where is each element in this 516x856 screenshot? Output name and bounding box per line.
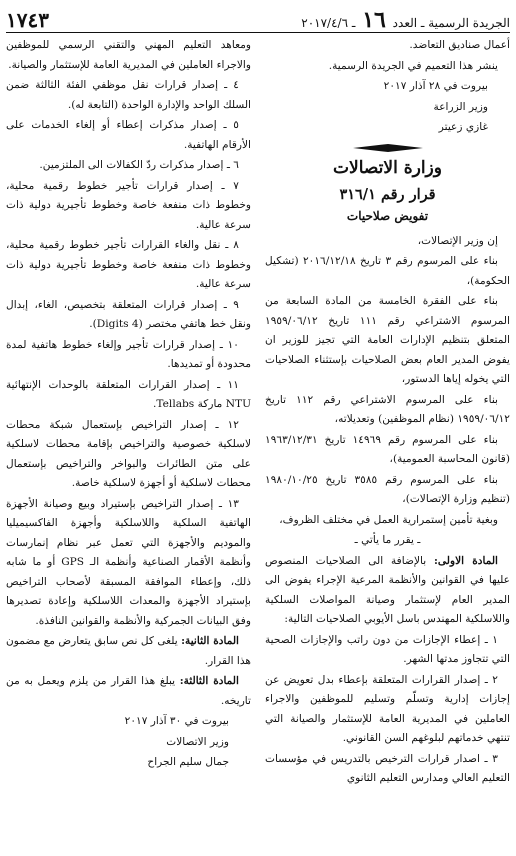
decides-line: ـ يقرر ما يأتي ـ	[354, 534, 421, 546]
signature-date: بيروت في ٣٠ آذار ٢٠١٧	[124, 715, 229, 727]
article-label: المادة الثالثة:	[179, 675, 239, 687]
signature-date: بيروت في ٢٨ آذار ٢٠١٧	[383, 80, 488, 92]
article-label: المادة الاولى:	[434, 554, 498, 567]
list-item: ١ ـ إعطاء الإجازات من دون راتب والإجازات الصحية التي تتجاوز مدتها الشهر.	[265, 633, 510, 665]
gazette-name: الجريدة الرسمية ـ العدد	[392, 16, 510, 30]
intro-line: ينشر هذا التعميم في الجريدة الرسمية.	[328, 59, 498, 72]
list-item: ٨ ـ نقل والغاء القرارات تأجير خطوط رقمية محلية، وخطوط ذات منفعة خاصة وخطوط تأجيرية دولية ذات سرعة عالية.	[6, 239, 251, 290]
signature-name: جمال سليم الجراح	[147, 756, 229, 768]
ministry-heading: وزارة الاتصالات	[333, 157, 442, 178]
list-item: ٢ ـ إصدار القرارات المتعلقة بإعطاء بدل تعويض عن إجازات إدارية وتسلّم وتسليم للموظفين والاجراء العاملين في المديرية العامة للإستثمار والصيانة التي تنتهي خدماتهم لبلوغهم السن القانوني.	[265, 673, 510, 744]
gazette-title	[301, 7, 510, 33]
list-item: ٩ ـ إصدار قرارات المتعلقة بتخصيص، الغاء، إبدال ونقل خط هاتفي مختصر (Digits 4).	[6, 298, 251, 330]
preamble-clause: بناء على المرسوم رقم ٣٥٨٥ تاريخ ١٩٨٠/١٠/٢٥ (تنظيم وزارة الإتصالات)،	[265, 473, 510, 505]
list-item: ٥ ـ إصدار مذكرات إعطاء أو إلغاء الخدمات على الأرقام الهاتفية.	[6, 119, 251, 151]
list-item: ٦ ـ إصدار مذكرات ردّ الكفالات الى الملتزمين.	[39, 159, 239, 171]
left-column	[6, 36, 251, 852]
decision-subtitle: تفويض صلاحيات	[346, 208, 429, 223]
preamble-clause: وبغية تأمين إستمرارية العمل في مختلف الظروف،	[279, 513, 498, 526]
list-item: ٤ ـ إصدار قرارات نقل موظفي الفئة الثالثة ضمن السلك الواحد والإدارة الواحدة (التابعة له).	[6, 79, 251, 111]
article-3	[6, 672, 251, 711]
list-item: ٧ ـ إصدار قرارات تأجير خطوط رقمية محلية، وخطوط ذات منفعة خاصة وخطوط تأجيرية دولية ذات سرعة عالية.	[6, 179, 251, 231]
signature-title: وزير الاتصالات	[166, 735, 229, 748]
list-item: ١٣ ـ إصدار التراخيص بإستيراد وبيع وصيانة الأجهزة الهاتفية السلكية واللاسلكية وأجهزة الفاكسيميليا والموديم والأجهزة التي تعمل عبر نظام إنمارسات وأنظمة الأقمار الصناعية وأنظمة الـ GPS أو ما شابه ذلك، وإعطاء الموافقة المسبقة لأصحاب التراخيص بإستيراد الأجهزة والمعدات اللاسلكية وإعادة تصديرها وفق البيانات الجمركية والأنظمة والقوانين النافذة.	[6, 497, 251, 627]
article-2	[6, 632, 251, 671]
page-number: ١٧٤٣	[6, 8, 49, 32]
signature-name: غازي زعيتر	[438, 121, 488, 133]
list-item: ١٢ ـ إصدار التراخيص بإستعمال شبكة محطات لاسلكية خصوصية والتراخيص بإقامة محطات لاسلكية على متن الطائرات والبواخر والتراخيص بإستعمال محطات لاسلكية أو أجهزة لاسلكية خاصة.	[6, 418, 251, 489]
issue-date: ـ ٢٠١٧/٤/٦	[301, 16, 356, 30]
article-text: بالإضافة الى الصلاحيات المنصوص عليها في القوانين والأنظمة المرعية الإجراء يفوض الى المدير العام لإستثمار وصيانة المواصلات السلكية واللاسلكية المهندس باسل الأيوبي الصلاحيات التالية:	[265, 554, 510, 625]
section-divider	[353, 144, 423, 152]
list-item: ٣ ـ اصدار قرارات الترخيص بالتدريس في مؤسسات التعليم العالي ومدارس التعليم الثانوي	[265, 752, 510, 784]
right-column	[265, 36, 510, 852]
page-header	[6, 4, 510, 33]
preamble-clause: بناء على المرسوم الاشتراعي رقم ١١٢ تاريخ ١٩٥٩/٠٦/١٢ (نظام الموظفين) وتعديلاته،	[265, 393, 510, 425]
preamble-clause: بناء على المرسوم رقم ١٤٩٦٩ تاريخ ١٩٦٣/١٢/٣١ (قانون المحاسبة العمومية)،	[265, 433, 510, 465]
article-text: يلغى كل نص سابق يتعارض مع مضمون هذا القرار.	[6, 635, 251, 667]
article-label: المادة الثانية:	[181, 635, 239, 647]
minister-opening: إن وزير الإتصالات،	[417, 234, 498, 247]
decision-title: قرار رقم ٣١٦/١	[339, 185, 436, 203]
article-1	[265, 552, 510, 630]
preamble-clause: بناء على المرسوم رقم ٣ تاريخ ٢٠١٦/١٢/١٨ (تشكيل الحكومة)،	[265, 255, 510, 287]
continued-text: ومعاهد التعليم المهني والتقني الرسمي للموظفين والاجراء العاملين في المديرية العامة للإستثمار والصيانة.	[6, 39, 251, 71]
list-item: ١٠ ـ إصدار قرارات تأجير وإلغاء خطوط هاتفية لمدة محدودة أو تمديدها.	[6, 338, 251, 370]
issue-number: ١٦	[362, 7, 386, 33]
list-item: ١١ ـ إصدار القرارات المتعلقة بالوحدات الإنتهائية NTU ماركة Tellabs.	[6, 378, 251, 410]
intro-line: أعمال صناديق التعاضد.	[409, 39, 510, 51]
preamble-clause: بناء على الفقرة الخامسة من المادة السابعة من المرسوم الاشتراعي رقم ١١١ تاريخ ١٩٥٩/٠٦/١٢ المتعلق بتنظيم الإدارات العامة التي تجيز للوزير ان يفوض المدير العام بعض الصلاحيات بإستثناء الصلاحيات التي يخوله إياها الدستور،	[265, 295, 510, 385]
signature-title: وزير الزراعة	[433, 100, 488, 113]
article-text: يبلغ هذا القرار من يلزم ويعمل به من تاريخه.	[6, 675, 251, 707]
